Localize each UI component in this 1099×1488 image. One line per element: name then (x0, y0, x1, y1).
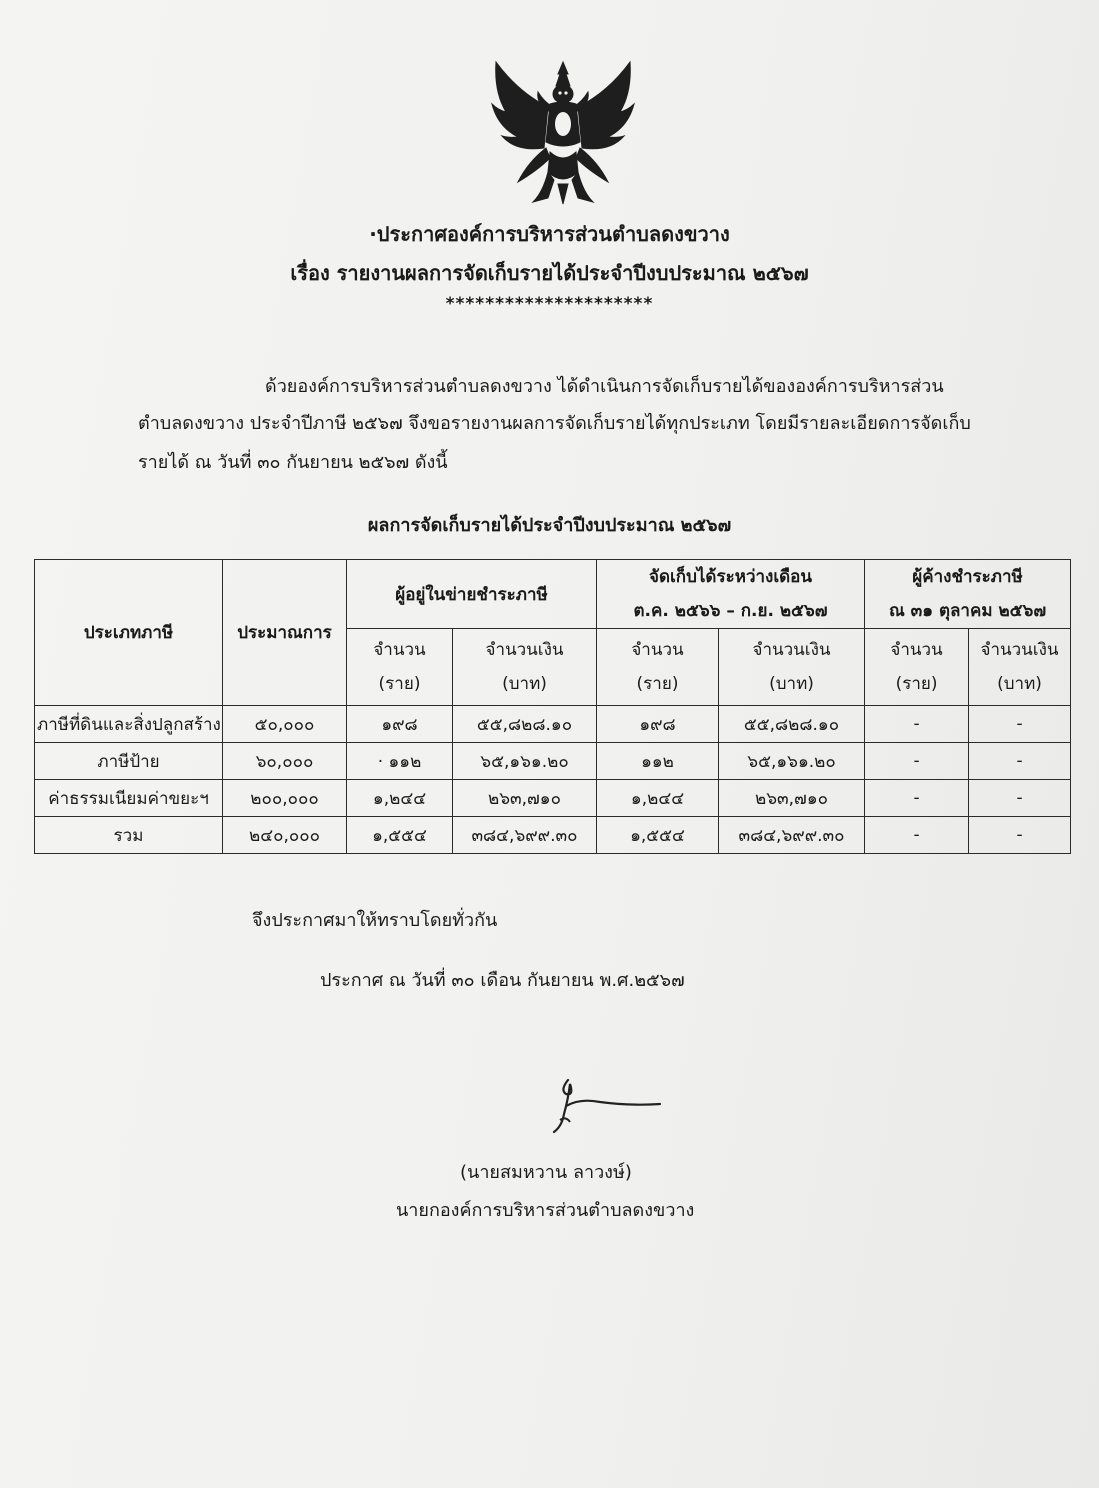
body-paragraph-line-2: ตำบลดงขวาง ประจำปีภาษี ๒๕๖๗ จึงขอรายงานผลการจัดเก็บรายได้ทุกประเภท โดยมีรายละเอียดการจัดเก็บ (138, 413, 971, 434)
cell-payers-amount: ๓๘๔,๖๙๙.๓๐ (453, 817, 597, 854)
announcement-title: ·ประกาศองค์การบริหารส่วนตำบลดงขวาง (369, 222, 730, 246)
signatory-name: (นายสมหวาน ลาวงษ์) (460, 1162, 632, 1183)
cell-payers-count: ๑๙๘ (347, 706, 453, 743)
announcement-subject: เรื่อง รายงานผลการจัดเก็บรายได้ประจำปีงบประมาณ ๒๕๖๗ (290, 261, 809, 285)
subheader-collected-amount (719, 629, 865, 706)
table-title: ผลการจัดเก็บรายได้ประจำปีงบประมาณ ๒๕๖๗ (367, 515, 732, 536)
cell-collected-amount: ๒๖๓,๗๑๐ (719, 780, 865, 817)
subheader-amount-label: จำนวนเงิน (485, 640, 564, 660)
subheader-count-unit: (ราย) (378, 674, 421, 694)
cell-collected-count: ๑,๕๕๔ (597, 817, 719, 854)
cell-payers-amount: ๕๕,๘๒๘.๑๐ (453, 706, 597, 743)
title-separator: ********************* (445, 294, 654, 314)
cell-tax-type: ภาษีที่ดินและสิ่งปลูกสร้าง (35, 706, 223, 743)
cell-tax-type: ภาษีป้าย (35, 743, 223, 780)
announcement-date: ประกาศ ณ วันที่ ๓๐ เดือน กันยายน พ.ศ.๒๕๖๗ (320, 970, 685, 991)
header-collected-line1: จัดเก็บได้ระหว่างเดือน (648, 567, 813, 587)
header-payers: ผู้อยู่ในข่ายชำระภาษี (347, 560, 597, 629)
cell-payers-amount: ๖๕,๑๖๑.๒๐ (453, 743, 597, 780)
cell-payers-amount: ๒๖๓,๗๑๐ (453, 780, 597, 817)
cell-payers-count: · ๑๑๒ (347, 743, 453, 780)
header-collected (597, 560, 865, 629)
cell-collected-amount: ๓๘๔,๖๙๙.๓๐ (719, 817, 865, 854)
subheader-count-label: จำนวน (890, 640, 943, 660)
cell-estimate: ๕๐,๐๐๐ (223, 706, 347, 743)
revenue-table (34, 559, 1071, 854)
cell-arrears-count: - (865, 817, 969, 854)
subheader-count-label: จำนวน (631, 640, 684, 660)
table-row (35, 743, 1071, 780)
subheader-count-unit: (ราย) (895, 674, 938, 694)
header-arrears-line2: ณ ๓๑ ตุลาคม ๒๕๖๗ (888, 601, 1047, 621)
subheader-payers-amount (453, 629, 597, 706)
header-arrears (865, 560, 1071, 629)
header-collected-line2: ต.ค. ๒๕๖๖ – ก.ย. ๒๕๖๗ (633, 601, 828, 621)
subheader-arrears-amount (969, 629, 1071, 706)
subheader-collected-count (597, 629, 719, 706)
body-paragraph-line-1: ด้วยองค์การบริหารส่วนตำบลดงขวาง ได้ดำเนินการจัดเก็บรายได้ขององค์การบริหารส่วน (265, 376, 944, 397)
signatory-position: นายกองค์การบริหารส่วนตำบลดงขวาง (396, 1200, 695, 1221)
cell-estimate: ๒๔๐,๐๐๐ (223, 817, 347, 854)
cell-estimate: ๖๐,๐๐๐ (223, 743, 347, 780)
cell-arrears-amount: - (969, 780, 1071, 817)
cell-arrears-count: - (865, 706, 969, 743)
header-arrears-line1: ผู้ค้างชำระภาษี (912, 567, 1023, 587)
subheader-arrears-count (865, 629, 969, 706)
cell-arrears-amount: - (969, 743, 1071, 780)
subheader-count-label: จำนวน (373, 640, 426, 660)
cell-collected-count: ๑๑๒ (597, 743, 719, 780)
subheader-amount-unit: (บาท) (502, 674, 547, 694)
body-paragraph-line-3: รายได้ ณ วันที่ ๓๐ กันยายน ๒๕๖๗ ดังนี้ (138, 452, 448, 473)
cell-tax-type: ค่าธรรมเนียมค่าขยะฯ (35, 780, 223, 817)
subheader-amount-unit: (บาท) (997, 674, 1042, 694)
cell-collected-amount: ๖๕,๑๖๑.๒๐ (719, 743, 865, 780)
garuda-emblem-icon (488, 52, 638, 208)
cell-tax-type: รวม (35, 817, 223, 854)
table-row (35, 780, 1071, 817)
table-row (35, 706, 1071, 743)
cell-collected-count: ๑,๒๔๔ (597, 780, 719, 817)
handwritten-signature (540, 1070, 670, 1140)
header-estimate: ประมาณการ (223, 560, 347, 706)
cell-arrears-amount: - (969, 706, 1071, 743)
cell-payers-count: ๑,๕๕๔ (347, 817, 453, 854)
subheader-amount-unit: (บาท) (769, 674, 814, 694)
cell-arrears-count: - (865, 743, 969, 780)
table-row-total (35, 817, 1071, 854)
cell-collected-count: ๑๙๘ (597, 706, 719, 743)
subheader-payers-count (347, 629, 453, 706)
subheader-amount-label: จำนวนเงิน (980, 640, 1059, 660)
subheader-count-unit: (ราย) (636, 674, 679, 694)
subheader-amount-label: จำนวนเงิน (752, 640, 831, 660)
closing-announcement: จึงประกาศมาให้ทราบโดยทั่วกัน (252, 910, 498, 931)
cell-payers-count: ๑,๒๔๔ (347, 780, 453, 817)
cell-arrears-count: - (865, 780, 969, 817)
header-tax-type: ประเภทภาษี (35, 560, 223, 706)
cell-arrears-amount: - (969, 817, 1071, 854)
cell-estimate: ๒๐๐,๐๐๐ (223, 780, 347, 817)
cell-collected-amount: ๕๕,๘๒๘.๑๐ (719, 706, 865, 743)
